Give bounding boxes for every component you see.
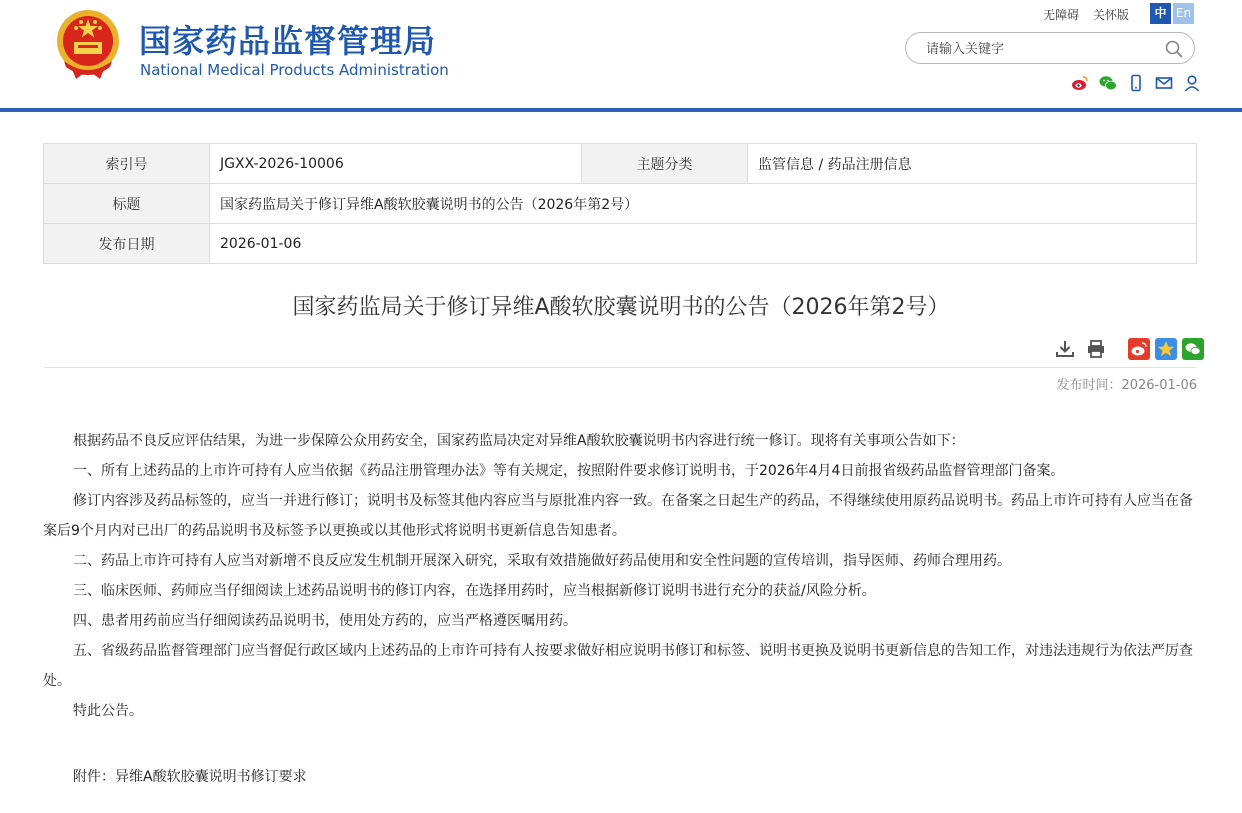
paragraph: 五、省级药品监督管理部门应当督促行政区域内上述药品的上市许可持有人按要求做好相应说明书修订和标签、说明书更换及说明书更新信息的告知工作，对违法违规行为依法严厉查处。 <box>43 643 1193 689</box>
lang-en-button[interactable]: En <box>1173 3 1194 24</box>
index-value: JGXX-2026-10006 <box>210 144 582 184</box>
accessibility-link[interactable]: 无障碍 <box>1043 8 1080 22</box>
paragraph: 一、所有上述药品的上市许可持有人应当依据《药品注册管理办法》等有关规定，按照附件要求修订说明书，于2026年4月4日前报省级药品监督管理部门备案。 <box>73 463 1065 479</box>
care-mode-link[interactable]: 关怀版 <box>1092 8 1129 22</box>
national-emblem-icon <box>54 9 122 81</box>
social-links <box>1071 72 1206 92</box>
header-divider <box>0 108 1242 112</box>
search-box <box>905 32 1195 64</box>
site-name-en: National Medical Products Administration <box>140 61 449 79</box>
category-label: 主题分类 <box>582 144 748 184</box>
title-value: 国家药监局关于修订异维A酸软胶囊说明书的公告（2026年第2号） <box>210 184 1197 224</box>
paragraph: 四、患者用药前应当仔细阅读药品说明书，使用处方药的，应当严格遵医嘱用药。 <box>73 613 577 629</box>
paragraph: 特此公告。 <box>73 703 143 719</box>
article-body <box>43 426 1203 726</box>
search-input[interactable] <box>924 37 1158 61</box>
table-row <box>44 224 1197 264</box>
qzone-share-icon[interactable] <box>1155 338 1177 360</box>
wechat-icon[interactable] <box>1099 74 1117 92</box>
site-name-cn: 国家药品监督管理局 <box>139 22 437 60</box>
paragraph: 根据药品不良反应评估结果，为进一步保障公众用药安全，国家药监局决定对异维A酸软胶囊说明书内容进行统一修订。现将有关事项公告如下： <box>73 433 965 449</box>
paragraph: 修订内容涉及药品标签的，应当一并进行修订；说明书及标签其他内容应当与原批准内容一致。在备案之日起生产的药品，不得继续使用原药品说明书。药品上市许可持有人应当在备案后9个月内对已出厂的药品说明书及标签予以更换或以其他形式将说明书更新信息告知患者。 <box>43 493 1193 539</box>
category-value: 监管信息 / 药品注册信息 <box>748 144 1197 184</box>
weibo-icon[interactable] <box>1071 74 1089 92</box>
print-icon[interactable] <box>1085 338 1107 360</box>
download-icon[interactable] <box>1054 338 1076 360</box>
paragraph: 二、药品上市许可持有人应当对新增不良反应发生机制开展深入研究，采取有效措施做好药品使用和安全性问题的宣传培训，指导医师、药师合理用药。 <box>73 553 1011 569</box>
date-label: 发布日期 <box>44 224 210 264</box>
title-label: 标题 <box>44 184 210 224</box>
article-title: 国家药监局关于修订异维A酸软胶囊说明书的公告（2026年第2号） <box>292 295 950 320</box>
info-table <box>43 143 1197 264</box>
paragraph: 三、临床医师、药师应当仔细阅读上述药品说明书的修订内容，在选择用药时，应当根据新修订说明书进行充分的获益/风险分析。 <box>73 583 876 599</box>
title-divider <box>44 367 1197 368</box>
article-tools <box>1054 338 1204 362</box>
user-icon[interactable] <box>1183 74 1201 92</box>
index-label: 索引号 <box>44 144 210 184</box>
wechat-share-icon[interactable] <box>1182 338 1204 360</box>
publish-time: 发布时间：2026-01-06 <box>1056 378 1197 393</box>
table-row <box>44 184 1197 224</box>
search-icon[interactable] <box>1164 39 1184 59</box>
attachment-link[interactable]: 附件：异维A酸软胶囊说明书修订要求 <box>73 769 307 785</box>
lang-zh-button[interactable]: 中 <box>1150 3 1171 24</box>
weibo-share-icon[interactable] <box>1128 338 1150 360</box>
top-links <box>1033 6 1129 23</box>
date-value: 2026-01-06 <box>210 224 1197 264</box>
site-header <box>0 0 1242 110</box>
mobile-icon[interactable] <box>1127 74 1145 92</box>
mail-icon[interactable] <box>1155 74 1173 92</box>
table-row <box>44 144 1197 184</box>
